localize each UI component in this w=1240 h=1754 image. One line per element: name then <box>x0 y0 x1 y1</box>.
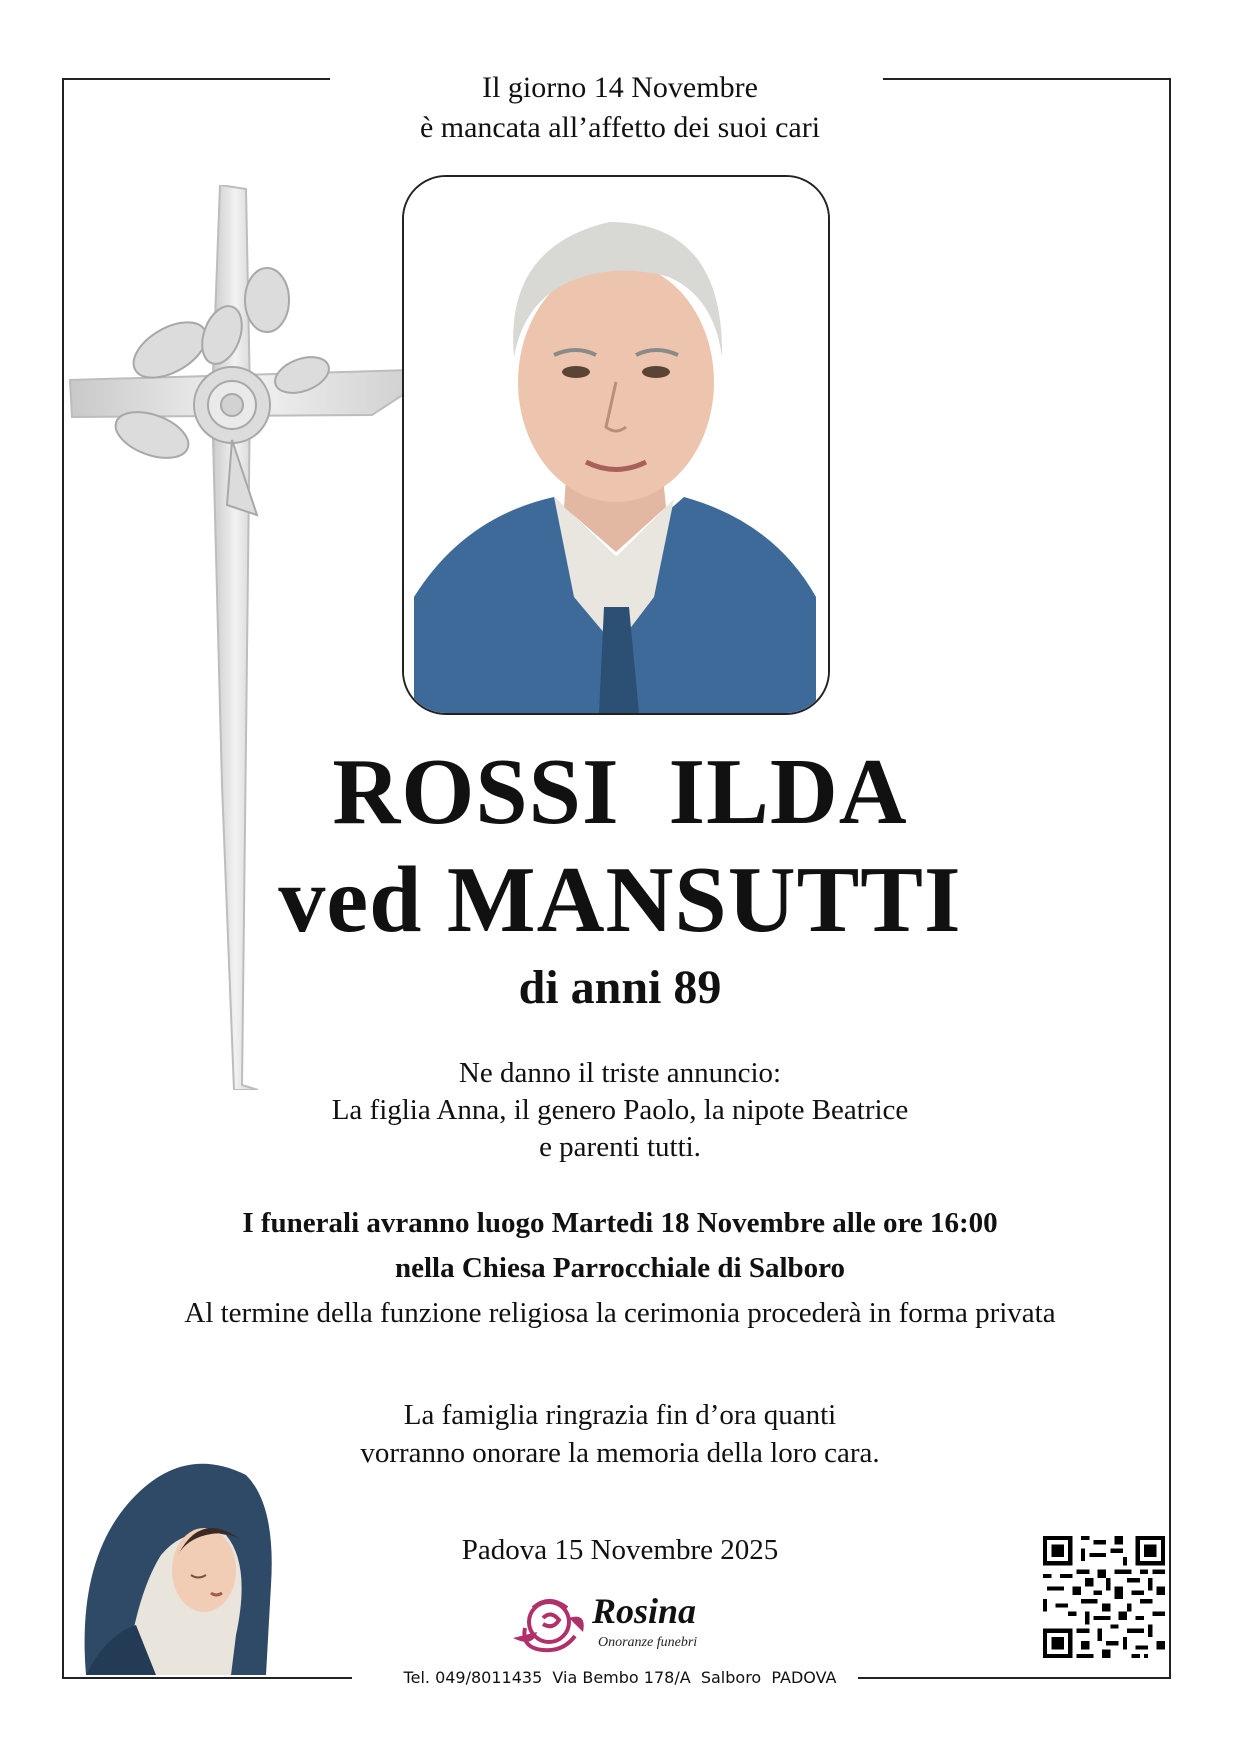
intro-text <box>0 68 1240 148</box>
thanks-line-2: vorranno onorare la memoria della loro cara. <box>360 1437 880 1469</box>
age-text: di anni 89 <box>518 961 722 1014</box>
funeral-church-text: nella Chiesa Parrocchiale di Salboro <box>394 1252 846 1284</box>
thanks-line-1: La famiglia ringrazia fin d’ora quanti <box>403 1399 837 1431</box>
business-name: Rosina <box>592 1591 697 1631</box>
portrait-photo <box>404 177 828 713</box>
announce-line-3: e parenti tutti. <box>539 1131 701 1163</box>
place-date-text: Padova 15 Novembre 2025 <box>461 1534 779 1566</box>
announce-line-2: La figlia Anna, il genero Paolo, la nipote Beatrice <box>331 1094 909 1126</box>
intro-line-1: Il giorno 14 Novembre <box>482 71 758 104</box>
announcement-text <box>0 1055 1240 1166</box>
announce-line-1: Ne danno il triste annuncio: <box>458 1057 782 1089</box>
qr-code-icon[interactable] <box>1043 1536 1165 1658</box>
business-subtitle: Onoranze funebri <box>598 1635 698 1650</box>
deceased-name: ROSSI ILDA <box>332 740 908 844</box>
deceased-married-name: ved MANSUTTI <box>278 848 962 952</box>
funeral-ceremony-text: Al termine della funzione religiosa la cerimonia procederà in forma privata <box>184 1297 1056 1329</box>
funeral-date-text: I funerali avranno luogo Martedi 18 Novembre alle ore 16:00 <box>242 1207 998 1239</box>
cross-with-rose-icon <box>62 185 422 1090</box>
intro-line-2: è mancata all’affetto dei suoi cari <box>419 111 821 144</box>
portrait-frame <box>402 175 830 715</box>
business-contact: Tel. 049/8011435 Via Bembo 178/A Salboro PADOVA <box>403 1668 837 1687</box>
